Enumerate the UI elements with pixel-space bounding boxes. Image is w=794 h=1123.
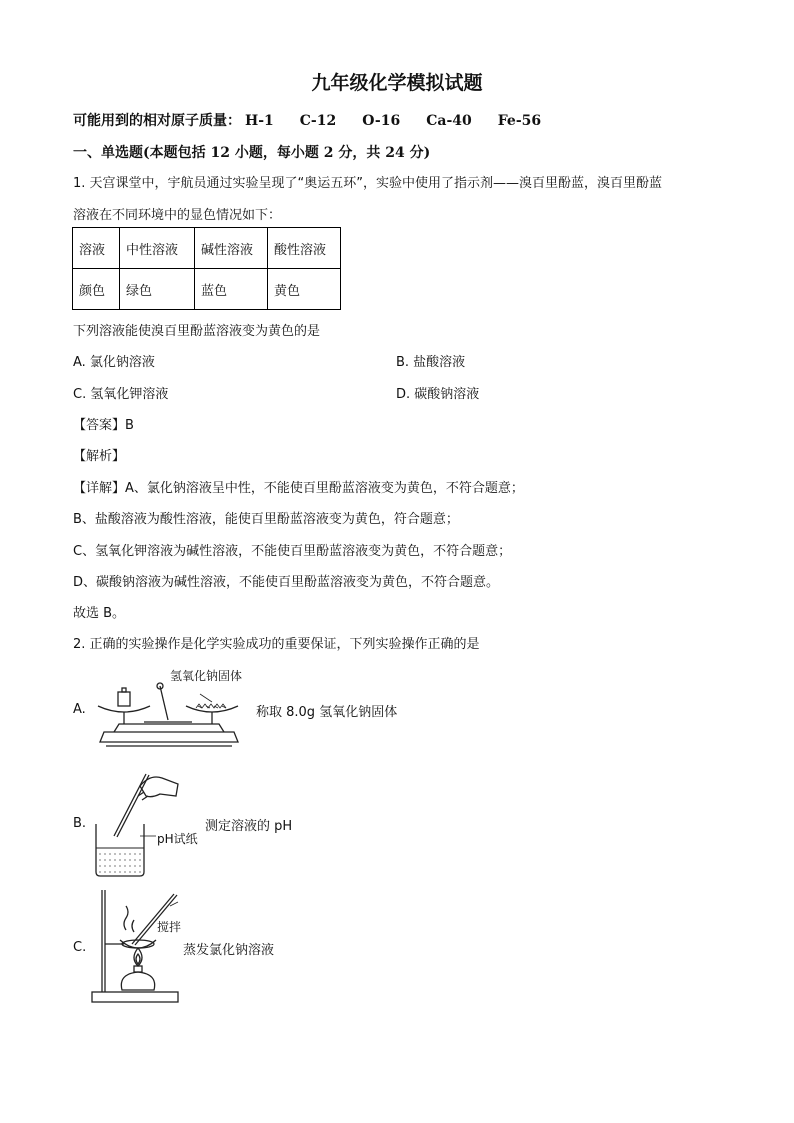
- balance-figure: [94, 680, 244, 750]
- mass-item: O-16: [362, 113, 401, 129]
- q1-answer: [73, 414, 134, 433]
- detail-label: 【详解】: [73, 481, 126, 496]
- q2-option-a-letter: A.: [73, 702, 86, 717]
- q2-option-c-letter: C.: [73, 940, 87, 955]
- table-row: [73, 269, 341, 310]
- q2-stem: 2. 正确的实验操作是化学实验成功的重要保证，下列实验操作正确的是: [73, 637, 480, 652]
- q1-stem-line1: 1. 天宫课堂中，宇航员通过实验呈现了“奥运五环”，实验中使用了指示剂——溴百里酚蓝，溴百里酚蓝: [73, 176, 663, 191]
- table-cell: 黄色: [268, 269, 341, 310]
- q1-detail-a: [73, 477, 524, 496]
- balance-pointer: [160, 686, 168, 720]
- q1-detail-c: C、氢氧化钾溶液为碱性溶液，不能使百里酚蓝溶液变为黄色，不符合题意；: [73, 544, 512, 559]
- analysis-label: 【解析】: [73, 449, 126, 464]
- q1-option-b: B. 盐酸溶液: [396, 355, 466, 370]
- table-row: [73, 228, 341, 269]
- ph-test-figure: [90, 766, 190, 878]
- figure-c-label: 搅拌: [157, 920, 182, 934]
- balance-body: [114, 724, 224, 732]
- figure-a-label: 氢氧化钠固体: [170, 669, 243, 683]
- q2-option-a-text: 称取 8.0g 氢氧化钠固体: [256, 705, 398, 720]
- hand-icon: [140, 777, 178, 797]
- stand-base: [92, 992, 178, 1002]
- q1-option-a: A. 氯化钠溶液: [73, 355, 155, 370]
- balance-base: [100, 732, 238, 742]
- section-heading: 一、单选题(本题包括 12 小题，每小题 2 分，共 24 分): [73, 145, 431, 161]
- q2-option-c-text: 蒸发氯化钠溶液: [183, 943, 275, 958]
- mass-item: Ca-40: [426, 113, 472, 129]
- ph-strip: [114, 774, 146, 836]
- q1-detail-d: D、碳酸钠溶液为碱性溶液，不能使百里酚蓝溶液变为黄色，不符合题意。: [73, 575, 500, 590]
- table-cell: 溶液: [73, 228, 120, 269]
- answer-label: 【答案】: [73, 418, 126, 433]
- table-cell: 颜色: [73, 269, 120, 310]
- detail-a-text: A、氯化钠溶液呈中性，不能使百里酚蓝溶液变为黄色，不符合题意；: [125, 481, 524, 496]
- q1-stem-line2: 溶液在不同环境中的显色情况如下：: [73, 208, 282, 223]
- q1-detail-b: B、盐酸溶液为酸性溶液，能使百里酚蓝溶液变为黄色，符合题意；: [73, 512, 459, 527]
- q1-conclusion: 故选 B。: [73, 606, 126, 621]
- solution-liquid: [99, 854, 141, 872]
- sodium-hydroxide-solid: [196, 704, 226, 708]
- steam-icon: [124, 906, 128, 930]
- relative-atomic-masses: [73, 110, 567, 130]
- balance-left-pan: [98, 706, 150, 712]
- q1-question: 下列溶液能使溴百里酚蓝溶液变为黄色的是: [73, 324, 321, 339]
- balance-right-pan: [186, 706, 238, 712]
- table-cell: 酸性溶液: [268, 228, 341, 269]
- table-cell: 蓝色: [195, 269, 268, 310]
- q2-option-b-letter: B.: [73, 816, 87, 831]
- figure-b-label: pH试纸: [157, 832, 198, 846]
- q1-option-c: C. 氢氧化钾溶液: [73, 387, 169, 402]
- mass-item: Fe-56: [497, 113, 542, 129]
- alcohol-lamp-icon: [121, 972, 154, 990]
- page-title: 九年级化学模拟试题: [311, 72, 483, 94]
- evaporation-figure: [88, 886, 188, 1008]
- q2-option-b-text: 测定溶液的 pH: [205, 819, 293, 834]
- answer-value: B: [125, 418, 134, 433]
- mass-item: C-12: [299, 113, 337, 129]
- masses-label: 可能用到的相对原子质量：: [73, 113, 241, 129]
- indicator-color-table: [72, 227, 341, 310]
- q1-option-d: D. 碳酸钠溶液: [396, 387, 480, 402]
- table-cell: 中性溶液: [120, 228, 195, 269]
- weight-icon: [118, 692, 130, 706]
- table-cell: 碱性溶液: [195, 228, 268, 269]
- mass-item: H-1: [245, 113, 274, 129]
- table-cell: 绿色: [120, 269, 195, 310]
